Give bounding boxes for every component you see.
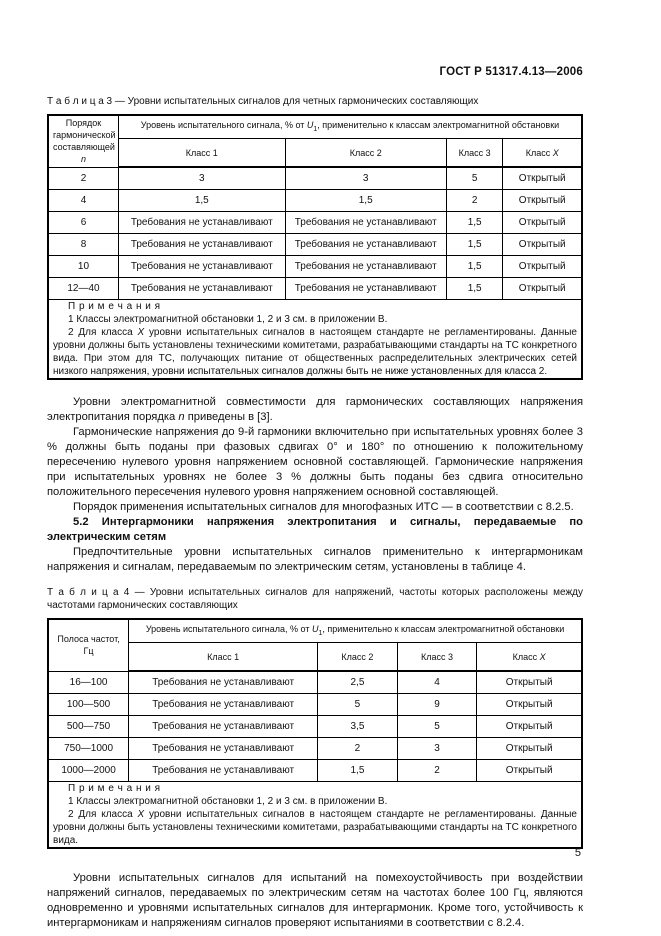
table-row xyxy=(48,738,582,760)
table-row xyxy=(48,694,582,716)
notes-title: П р и м е ч а н и я xyxy=(68,783,161,794)
cell-class2: 1,5 xyxy=(318,760,398,782)
table4-caption: Т а б л и ц а 4 — Уровни испытательных сигналов для напряжений, частоты которых расположены между частотами гармонических составляющих xyxy=(47,587,583,611)
note-1: 1 Классы электромагнитной обстановки 1, 2 и 3 см. в приложении В. xyxy=(68,314,388,325)
classx-label: Класс xyxy=(525,147,553,158)
paragraph-immunity-tests: Уровни испытательных сигналов для испытаний на помехоустойчивость при воздействии напряжений сигналов, передаваемых по электрическим сетям на частотах более 100 Гц, являются одновременно и уровнями испытательных сигналов для интергармоник. Кроме того, устойчивость к интергармоникам и напряжениям сигналов проверяют испытаниями в соответствии с 8.2.4. xyxy=(47,872,583,929)
page-number: 5 xyxy=(574,847,581,859)
table-row xyxy=(48,760,582,782)
table3-signal-level-header xyxy=(118,115,582,139)
cell-class1: Требования не устанавливают xyxy=(129,760,318,782)
table3-notes xyxy=(48,300,582,380)
cell-class2: 3,5 xyxy=(318,716,398,738)
italic-n: n xyxy=(80,154,86,165)
cell-class3: 5 xyxy=(397,716,477,738)
cell-class3: 1,5 xyxy=(446,212,503,234)
cell-class2: 1,5 xyxy=(285,190,446,212)
class3-header: Класс 3 xyxy=(446,139,503,168)
cell-class2: 5 xyxy=(318,694,398,716)
cell-class2: 2,5 xyxy=(318,671,398,694)
cell-classx: Открытый xyxy=(503,167,582,190)
italic-n: n xyxy=(178,411,185,423)
table4-class-header-row xyxy=(48,643,582,672)
table-row xyxy=(48,167,582,190)
class1-header: Класс 1 xyxy=(129,643,318,672)
table3-class-header-row xyxy=(48,139,582,168)
classx-header xyxy=(477,643,582,672)
closing-text xyxy=(47,871,583,931)
body-text xyxy=(47,395,583,575)
class1-header: Класс 1 xyxy=(118,139,285,168)
level-suffix: , применительно к классам электромагнитной обстановки xyxy=(317,119,560,130)
cell-order: 12—40 xyxy=(48,278,118,300)
table4-signal-level-header xyxy=(129,619,582,643)
section-5-2-heading: 5.2 Интергармоники напряжения электропитания и сигналы, передаваемые по электрическим сетям xyxy=(47,516,583,543)
table4-notes xyxy=(48,782,582,849)
cell-class1: Требования не устанавливают xyxy=(118,278,285,300)
u-symbol: U xyxy=(306,119,314,130)
classx-label: Класс xyxy=(512,651,540,662)
cell-class1: Требования не устанавливают xyxy=(118,234,285,256)
note-2 xyxy=(53,808,577,847)
table3 xyxy=(47,114,583,380)
cell-classx: Открытый xyxy=(503,234,582,256)
cell-band: 16—100 xyxy=(48,671,129,694)
classx-header xyxy=(503,139,582,168)
cell-class2: 3 xyxy=(285,167,446,190)
table3-col1-header xyxy=(48,115,118,167)
notes-title: П р и м е ч а н и я xyxy=(68,301,161,312)
cell-order: 6 xyxy=(48,212,118,234)
paragraph-emc-levels xyxy=(47,395,583,425)
cell-class3: 1,5 xyxy=(446,256,503,278)
cell-order: 10 xyxy=(48,256,118,278)
cell-band: 500—750 xyxy=(48,716,129,738)
u-subscript: 1 xyxy=(318,629,323,637)
table3-level-header-row xyxy=(48,115,582,139)
table4 xyxy=(47,618,583,849)
note-1: 1 Классы электромагнитной обстановки 1, 2 и 3 см. в приложении В. xyxy=(68,796,388,807)
cell-classx: Открытый xyxy=(477,694,582,716)
cell-classx: Открытый xyxy=(503,190,582,212)
table-row xyxy=(48,278,582,300)
cell-class3: 2 xyxy=(446,190,503,212)
cell-class1: Требования не устанавливают xyxy=(129,738,318,760)
note2-prefix: 2 Для класса xyxy=(68,327,138,338)
cell-classx: Открытый xyxy=(503,256,582,278)
note2-prefix: 2 Для класса xyxy=(68,809,138,820)
cell-class1: 1,5 xyxy=(118,190,285,212)
cell-band: 750—1000 xyxy=(48,738,129,760)
table-row xyxy=(48,234,582,256)
italic-x: X xyxy=(137,809,145,820)
cell-band: 1000—2000 xyxy=(48,760,129,782)
note2-body: уровни испытательных сигналов в настоящем стандарте не регламентированы. Данные уровни должны быть установлены техническими комитетами, разрабатывающими стандарты на ТС конкретного вида. xyxy=(53,809,577,846)
cell-class1: Требования не устанавливают xyxy=(129,694,318,716)
table-row xyxy=(48,212,582,234)
cell-class2: Требования не устанавливают xyxy=(285,212,446,234)
table-row xyxy=(48,190,582,212)
cell-class1: Требования не устанавливают xyxy=(118,212,285,234)
table-row xyxy=(48,716,582,738)
cell-class1: Требования не устанавливают xyxy=(129,671,318,694)
col1-line2: гармонической xyxy=(53,130,116,141)
cell-band: 100—500 xyxy=(48,694,129,716)
table4-notes-row xyxy=(48,782,582,849)
p1-prefix: Уровни электромагнитной совместимости для гармонических составляющих напряжения электропитания порядка xyxy=(47,396,583,423)
cell-class3: 3 xyxy=(397,738,477,760)
italic-x: X xyxy=(539,651,546,662)
italic-x: X xyxy=(552,147,559,158)
cell-class3: 4 xyxy=(397,671,477,694)
cell-class1: Требования не устанавливают xyxy=(129,716,318,738)
paragraph-harmonic-voltages: Гармонические напряжения до 9-й гармоники включительно при испытательных уровнях более 3 % должны быть поданы при фазовых сдвигах 0° и 180° по отношению к положительному пересечению нулевого уровня напряжением основной составляющей. Гармонические напряжения при испытательных уровнях не более 3 % должны быть поданы без сдвига относительно положительного пересечения нулевого уровня напряжением основной составляющей. xyxy=(47,426,583,498)
cell-class3: 1,5 xyxy=(446,234,503,256)
level-prefix: Уровень испытательного сигнала, % от xyxy=(145,623,312,634)
u-subscript: 1 xyxy=(313,125,318,133)
cell-class2: Требования не устанавливают xyxy=(285,256,446,278)
col1-line2: Гц xyxy=(83,646,94,657)
class2-header: Класс 2 xyxy=(318,643,398,672)
p1-suffix: приведены в [3]. xyxy=(184,411,273,423)
cell-class3: 1,5 xyxy=(446,278,503,300)
cell-order: 2 xyxy=(48,167,118,190)
class3-header: Класс 3 xyxy=(397,643,477,672)
cell-classx: Открытый xyxy=(477,738,582,760)
cell-order: 4 xyxy=(48,190,118,212)
cell-classx: Открытый xyxy=(477,671,582,694)
table4-col1-header xyxy=(48,619,129,671)
cell-class1: 3 xyxy=(118,167,285,190)
note-2 xyxy=(53,326,577,378)
note2-body: уровни испытательных сигналов в настоящем стандарте не регламентированы. Данные уровни должны быть установлены техническими комитетами, разрабатывающими стандарты на ТС конкретного вида. При этом для ТС, получающих питание от общественных распределительных электрических сетей низкого напряжения, уровни испытательных сигналов должны быть не ниже установленных для класса 2. xyxy=(53,327,577,377)
level-prefix: Уровень испытательного сигнала, % от xyxy=(140,119,307,130)
class2-header: Класс 2 xyxy=(285,139,446,168)
italic-x: X xyxy=(137,327,145,338)
col1-line1: Порядок xyxy=(65,118,102,129)
cell-order: 8 xyxy=(48,234,118,256)
cell-classx: Открытый xyxy=(477,716,582,738)
cell-classx: Открытый xyxy=(503,278,582,300)
table3-caption: Т а б л и ц а 3 — Уровни испытательных сигналов для четных гармонических составляющих xyxy=(47,96,479,107)
cell-classx: Открытый xyxy=(477,760,582,782)
level-suffix: , применительно к классам электромагнитной обстановки xyxy=(322,623,565,634)
cell-class3: 9 xyxy=(397,694,477,716)
table3-notes-row xyxy=(48,300,582,380)
cell-class2: 2 xyxy=(318,738,398,760)
table4-level-header-row xyxy=(48,619,582,643)
paragraph-multiphase: Порядок применения испытательных сигналов для многофазных ИТС — в соответствии с 8.2.5. xyxy=(73,501,574,513)
table-row xyxy=(48,671,582,694)
table-row xyxy=(48,256,582,278)
cell-class2: Требования не устанавливают xyxy=(285,278,446,300)
cell-classx: Открытый xyxy=(503,212,582,234)
cell-class1: Требования не устанавливают xyxy=(118,256,285,278)
col1-line1: Полоса частот, xyxy=(57,634,120,645)
cell-class3: 2 xyxy=(397,760,477,782)
standard-number: ГОСТ Р 51317.4.13—2006 xyxy=(439,66,583,78)
cell-class3: 5 xyxy=(446,167,503,190)
u-symbol: U xyxy=(311,623,319,634)
col1-line3: составляющей xyxy=(53,142,115,153)
paragraph-preferred-levels: Предпочтительные уровни испытательных сигналов применительно к интергармоникам напряжения и сигналам, передаваемым по электрическим сетям, установлены в таблице 4. xyxy=(47,546,583,573)
cell-class2: Требования не устанавливают xyxy=(285,234,446,256)
